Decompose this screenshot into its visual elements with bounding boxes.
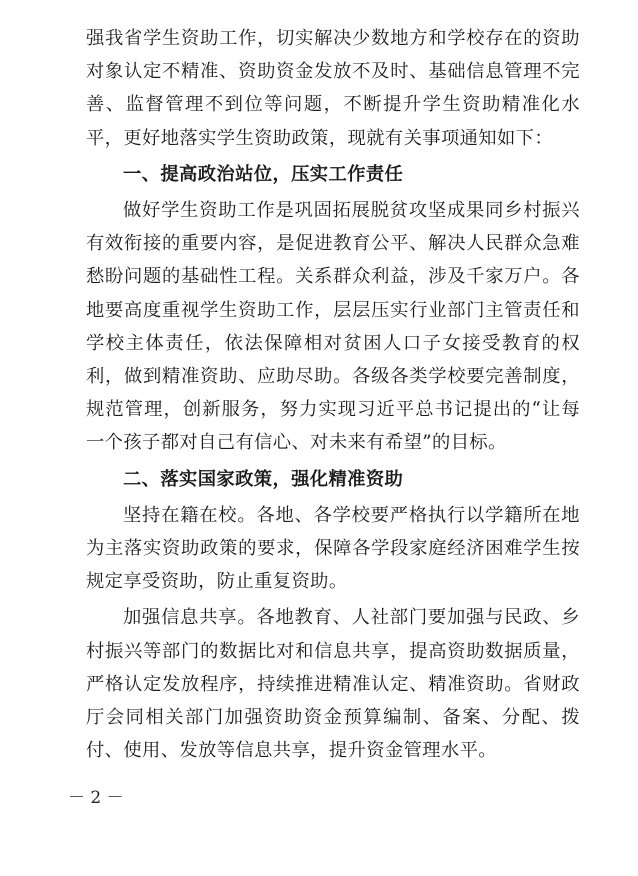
paragraph-enrollment: 坚持在籍在校。各地、各学校要严格执行以学籍所在地为主落实资助政策的要求，保障各学段家庭经济困难学生按规定享受资助，防止重复资助。 [86, 504, 580, 593]
page-number: － 2 － [68, 788, 124, 808]
paragraph-intro: 强我省学生资助工作，切实解决少数地方和学校存在的资助对象认定不精准、资助资金发放不及时、基础信息管理不完善、监督管理不到位等问题，不断提升学生资助精准化水平，更好地落实学生资助政策，现就有关事项通知如下： [86, 28, 580, 149]
section-heading-1: 一、提高政治站位，压实工作责任 [123, 163, 404, 185]
paragraph-info-sharing: 加强信息共享。各地教育、人社部门要加强与民政、乡村振兴等部门的数据比对和信息共享，提高资助数据质量，严格认定发放程序，持续推进精准认定、精准资助。省财政厅会同相关部门加强资助资金预算编制、备案、分配、拨付、使用、发放等信息共享，提升资金管理水平。 [86, 607, 580, 762]
paragraph-section-1: 做好学生资助工作是巩固拓展脱贫攻坚成果同乡村振兴有效衔接的重要内容，是促进教育公平、解决人民群众急难愁盼问题的基础性工程。关系群众利益，涉及千家万户。各地要高度重视学生资助工作，层层压实行业部门主管责任和学校主体责任，依法保障相对贫困人口子女接受教育的权利，做到精准资助、应助尽助。各级各类学校要完善制度，规范管理，创新服务，努力实现习近平总书记提出的“让每一个孩子都对自己有信心、对未来有希望”的目标。 [86, 200, 580, 454]
section-heading-2: 二、落实国家政策，强化精准资助 [123, 468, 404, 490]
